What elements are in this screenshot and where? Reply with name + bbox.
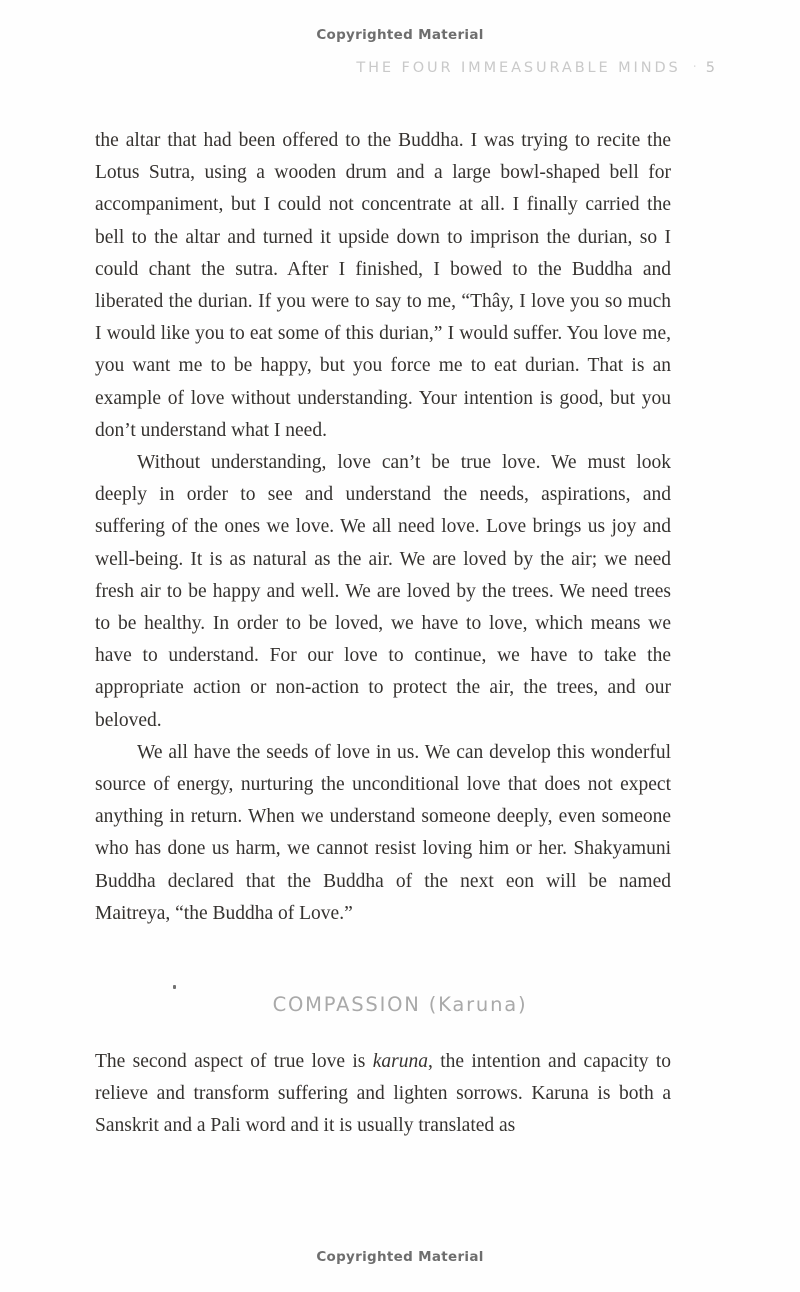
- paragraph-seeds-of-love: We all have the seeds of love in us. We can develop this wonderful source of energy, nurturing the unconditional love that does not expect anything in return. When we understand someone deeply, even someone who has done us harm, we cannot resist loving him or her. Shakyamuni Buddha declared that the Buddha of the next eon will be named Maitreya, “the Buddha of Love.”: [95, 741, 671, 924]
- karuna-italic-term: karuna: [372, 1051, 428, 1072]
- running-head-separator: ·: [692, 60, 697, 75]
- scan-artifact-speck: [173, 985, 176, 989]
- karuna-tail-text: , the intention and capacity to relieve and transform suffering and lighten sorrows. Karuna is both a Sanskrit and a Pali word and it is usually translated as: [95, 1051, 671, 1137]
- karuna-lead-text: The second aspect of true love is: [95, 1051, 373, 1072]
- section-heading-compassion: COMPASSION (Karuna): [272, 993, 528, 1016]
- running-head-title: THE FOUR IMMEASURABLE MINDS: [356, 60, 681, 76]
- copyrighted-material-header: Copyrighted Material: [316, 27, 484, 43]
- page-number: 5: [705, 60, 715, 76]
- running-head: [95, 60, 715, 76]
- text-column-upper: [95, 125, 671, 930]
- paragraph-durian: the altar that had been offered to the Buddha. I was trying to recite the Lotus Sutra, using a wooden drum and a large bowl-shaped bell for accompaniment, but I could not concentrate at all. I finally carried the bell to the altar and turned it upside down to imprison the durian, so I could chant the sutra. After I finished, I bowed to the Buddha and liberated the durian. If you were to say to me, “Thây, I love you so much I would like you to eat some of this durian,” I would suffer. You love me, you want me to be happy, but you force me to eat durian. That is an example of love without understanding. Your intention is good, but you don’t understand what I need.: [95, 130, 671, 441]
- text-column-lower: [95, 1046, 671, 1143]
- copyrighted-material-footer: Copyrighted Material: [316, 1249, 484, 1265]
- paragraph-compassion-karuna: [95, 1046, 671, 1143]
- paragraph-without-understanding: Without understanding, love can’t be true love. We must look deeply in order to see and understand the needs, aspirations, and suffering of the ones we love. We all need love. Love brings us joy and well-being. It is as natural as the air. We are loved by the air; we need fresh air to be happy and well. We are loved by the trees. We need trees to be healthy. In order to be loved, we have to love, which means we have to understand. For our love to continue, we have to take the appropriate action or non-action to protect the air, the trees, and our beloved.: [95, 452, 671, 731]
